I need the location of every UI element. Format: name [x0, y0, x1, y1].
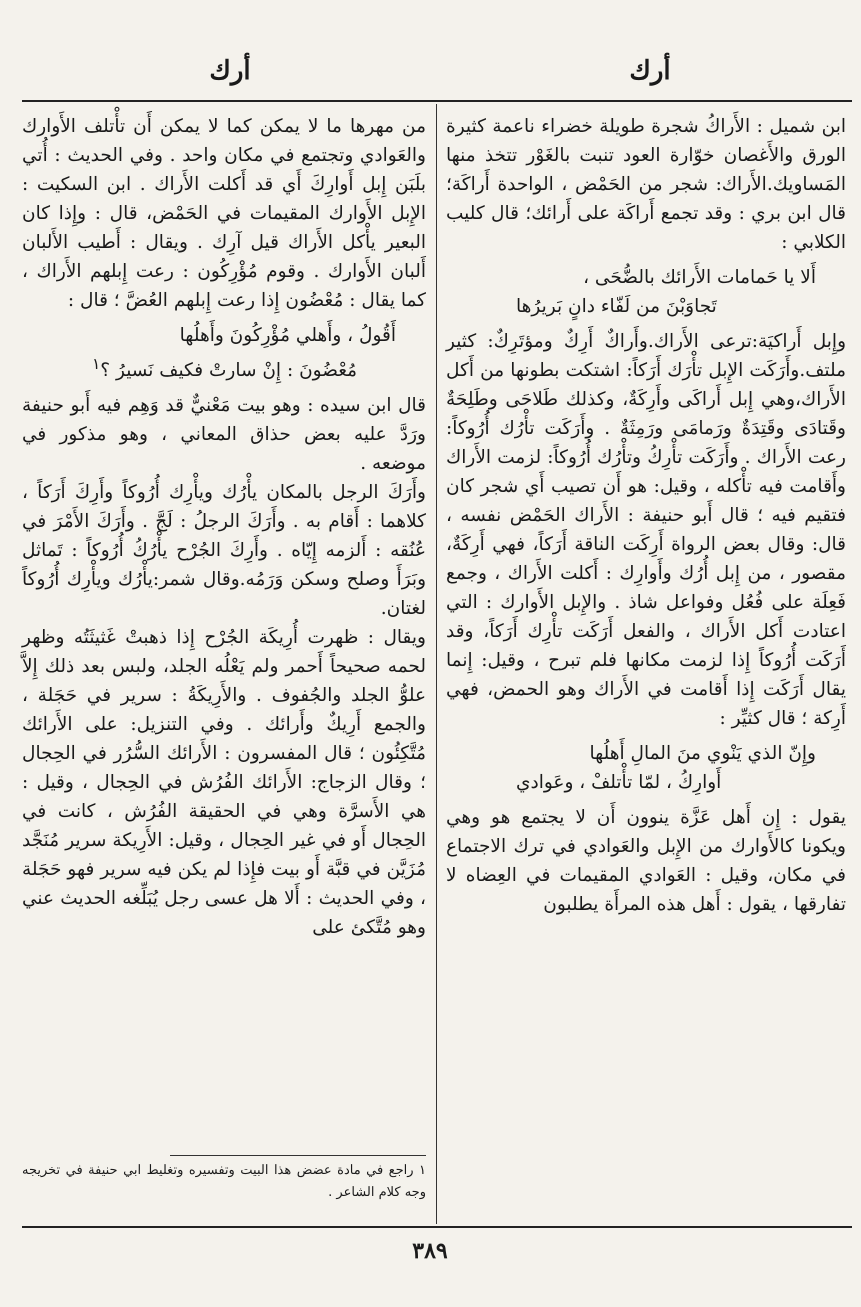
left-paragraph-3: وأَرَكَ الرجل بالمكان يأْرُك ويأْرِك أُرُوكاً وأَرِكَ أَرَكاً ، كلاهما : أَقام به . وأَرَكَ الرجلُ : لَجَّ . وأَرَكَ الأَمْرَ في عُنُقه : أَلزمه إِيّاه . وأَرِكَ الجُرْح يأْرُكُ أُرُوكاً : تَماثل وبَرَأَ وصلح وسكن وَرَمُه.وقال شمر:يأْرُك ويأْرِك أُرُوكاً لغتان. [22, 482, 426, 620]
left-paragraph-4: ويقال : ظهرت أُرِيكَة الجُرْح إِذا ذهبتْ غَثيثَتُه وظهر لحمه صحيحاً أَحمر ولم يَعْلُه الجلد، ولبس بعد ذلك إِلاَّ علوُّ الجلد والجُفوف . والأَرِيكَةُ : سرير في حَجَلة ، والجمع أَرِيكٌ وأَرائك . وفي التنزيل: على الأَرائك مُتَّكِئُون ؛ قال المفسرون : الأَرائك السُّرُر في الحِجال ؛ وقال الزجاج: الأَرائك الفُرُش في الحِجال ، وقيل : هي الأَسرَّة وهي في الحقيقة الفُرُش ، كانت في الحِجال أَو في غير الحِجال ، وقيل: الأَرِيكة سرير مُنَجَّد مُزَيَّن في قبَّة أَو بيت فإِذا لم يكن فيه سرير فهو حَجَلة ، وفي الحديث : أَلا هل عسى رجل يُبَلِّغه الحديث عني وهو مُتَّكئ على [22, 627, 426, 939]
footnote-marker: ١ [92, 355, 101, 373]
verse-line: تَجاوَبْنَ من لَفّاء دانٍ بَريرُها [516, 296, 717, 317]
footnote-number: ١ [419, 1163, 426, 1178]
right-paragraph-1: ابن شميل : الأَراكُ شجرة طويلة خضراء ناعمة كثيرة الورق والأَغصان خوّارة العود تنبت بالغَوْر تتخذ منها المَساويك.الأَراك: شجر من الحَمْض ، الواحدة أَراكَة؛ قال ابن بري : وقد تجمع أَراكَة على أَرائك؛ قال كليب الكلابي : [446, 116, 846, 253]
verse-line: أَوارِكُ ، لمّا تأْتلفْ ، وعَوادي [516, 772, 722, 793]
footer-rule [22, 1226, 852, 1228]
left-column [22, 112, 426, 942]
footnote-text: راجع في مادة عضض هذا البيت وتفسيره وتغليط ابي حنيفة في تخريجه وجه كلام الشاعر . [22, 1163, 426, 1200]
verse-line: أَقُولُ ، وأَهلي مُؤْرِكُونَ وأَهلُها [179, 325, 396, 346]
verse-block-1 [446, 263, 846, 321]
verse-line-text: مُعْضُونَ : إِنْ سارتْ فكيف نَسيرُ ؟ [100, 360, 358, 382]
left-paragraph-2: قال ابن سيده : وهو بيت مَعْنيٌّ قد وَهِم فيه أَبو حنيفة ورَدَّ عليه بعض حذاق المعاني ، وهو مذكور في موضعه . [22, 395, 426, 475]
verse-line: أَلا يا حَمامات الأَرائك بالضُّحَى ، [583, 267, 816, 288]
verse-line: وإِنّ الذي يَنْوي منَ المالِ أَهلُها [589, 743, 816, 764]
right-paragraph-2: وإِبل أَراكيَة:ترعى الأَراك.وأَراكٌ أَرِكٌ ومؤتَرِكٌ: كثير ملتف.وأَرَكَت الإِبل تأْرَك أَرَكاً: اشتكت بطونها من أَكل الأَراك،وهي إِبل أَراكَى وأَرِكَةٌ، وكذلك طَلاحَى وطَلِحَةٌ وقَتادَى وقَتِدَةٌ ورَمامَى ورَمِثَةٌ . وأَرَكَت تأْرُك أُرُوكاً: رعت الأَراك . وأَرَكَت تأْرِكُ وتأْرُك أُرُوكاً: لزمت الأَراك وأَقامت فيه تأْكله ، وقيل: هو أَن تصيب أَي شجر كان فتقيم فيه ؛ قال أَبو حنيفة : الأَراك الحَمْض نفسه ، قال: وقال بعض الرواة أَرِكَت الناقة أَرَكاً، فهي أَرِكَةٌ، مقصور ، من إِبل أُرُك وأَوارِك : أَكلت الأَراك ، وجمع فَعِلَة على فُعُل وفواعل شاذ . والإِبل الأَوارك : التي اعتادت أَكل الأَراك ، والفعل أَرَكَت تأْرِك أَرَكاً، وقد أَرَكَت أُرُوكاً إِذا لزمت مكانها فلم تبرح ، وقيل: إِنما يقال أَرَكَت إِذا أَقامت في الأَراك وهو الحمض، فهي أَرِكة ؛ قال كثيِّر : [446, 331, 846, 729]
right-paragraph-3: يقول : إِن أَهل عَزَّة ينوون أَن لا يجتمع هو وهي ويكونا كالأَوارك من الإِبل والعَوادي في ترك الاجتماع في مكان، وقيل : العَوادي المقيمات في العِضاه لا تفارقها ، يقول : أَهل هذه المرأَة يطلبون [446, 807, 846, 915]
running-head-left: أرك [209, 56, 251, 86]
footnote-rule [170, 1155, 426, 1156]
column-divider [436, 104, 437, 1224]
running-head-right: أرك [629, 56, 671, 86]
verse-block-3 [22, 321, 426, 385]
right-column [446, 112, 846, 919]
footnote [22, 1160, 426, 1204]
left-paragraph-1: من مهرها ما لا يمكن كما لا يمكن أَن تأْتلف الأَوارك والعَوادي وتجتمع في مكان واحد . وفي الحديث : أُتي بلَبَن إِبل أَوارِكَ أَي قد أَكلت الأَراك . ابن السكيت : الإِبل الأَوارك المقيمات في الحَمْض، قال : وإِذا كان البعير يأْكل الأَراك قيل آرِك . ويقال : أَطيب الأَلبان أَلبان الأَوارك . وقوم مُؤْرِكُون : رعت إِبلهم الأَراك ، كما يقال : مُعْضُون إِذا رعت إِبلهم العُضَّ ؛ قال : [22, 116, 426, 311]
verse-block-2 [446, 739, 846, 797]
header-rule [22, 100, 852, 102]
verse-line [22, 350, 426, 385]
page-number: ٣٨٩ [412, 1238, 448, 1264]
